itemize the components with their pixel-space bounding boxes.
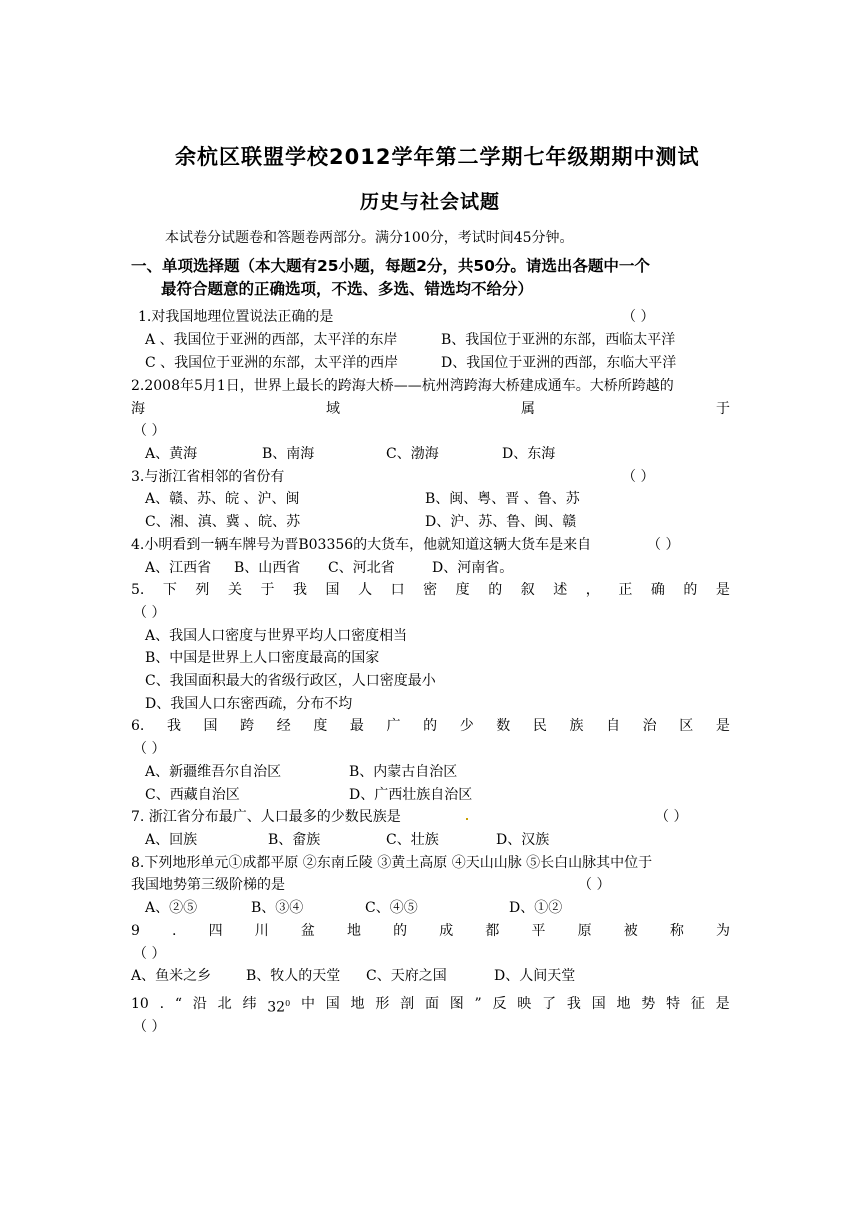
- stem-char: 被: [623, 923, 638, 939]
- stem-char: 国: [203, 718, 218, 734]
- question-2-option-c: C、渤海: [386, 446, 439, 462]
- stem-char: 区: [679, 718, 694, 734]
- stem-char: 是: [715, 718, 730, 734]
- question-3-option-a: A、赣、苏、皖 、沪、闽: [145, 491, 300, 507]
- stem-char: 纬: [242, 996, 257, 1012]
- stem-char: 列: [195, 582, 210, 598]
- stem-char: 称: [669, 923, 684, 939]
- stem-char: 民: [532, 718, 547, 734]
- question-8-option-d: D、①②: [509, 900, 563, 916]
- question-5-option-b: B、中国是世界上人口密度最高的国家: [145, 650, 380, 666]
- question-5-option-d: D、我国人口东密西疏，分布不均: [145, 696, 353, 712]
- question-7-option-c: C、壮族: [386, 832, 439, 848]
- question-7-option-a: A、回族: [145, 832, 198, 848]
- question-1-option-b: B、我国位于亚洲的东部，西临太平洋: [441, 332, 676, 348]
- stem-char: 于: [260, 582, 275, 598]
- stem-char: 特: [666, 996, 681, 1012]
- stem-char: 10: [131, 996, 149, 1012]
- stem-char: 川: [254, 923, 269, 939]
- stem-char: 治: [642, 718, 657, 734]
- stem-char: 形: [375, 996, 390, 1012]
- question-5-stem: [131, 580, 730, 600]
- stem-char: 图: [449, 996, 464, 1012]
- question-9-option-c: C、天府之国: [366, 968, 447, 984]
- page-title: 余杭区联盟学校2012学年第二学期七年级期期中测试: [175, 145, 700, 169]
- question-1-option-a: A 、我国位于亚洲的西部，太平洋的东岸: [145, 332, 398, 348]
- stem-char: 四: [208, 923, 223, 939]
- stem-char: 了: [542, 996, 557, 1012]
- stem-char: 确: [650, 582, 665, 598]
- stem-char: 6.: [131, 718, 145, 734]
- stem-char: 我: [566, 996, 581, 1012]
- stem-char: 地: [347, 923, 361, 939]
- question-5-option-c: C、我国面积最大的省级行政区，人口密度最小: [145, 673, 436, 689]
- stem-char: 正: [618, 582, 633, 598]
- question-2-option-a: A、黄海: [145, 446, 198, 462]
- stem-char: 最: [349, 718, 364, 734]
- question-4-option-c: C、河北省: [328, 560, 395, 576]
- stem-char: 原: [577, 923, 592, 939]
- question-5-option-a: A、我国人口密度与世界平均人口密度相当: [145, 628, 408, 644]
- answer-blank-8: （ ）: [578, 877, 611, 893]
- answer-blank-6: （ ）: [133, 741, 166, 757]
- stem-char: 关: [227, 582, 242, 598]
- stem-char: 国: [591, 996, 606, 1012]
- stem-char: 人: [358, 582, 373, 598]
- stem-char: 为: [716, 923, 730, 939]
- section-heading-line1: 一、单项选择题（本大题有25小题，每题2分，共50分。请选出各题中一个: [131, 257, 650, 275]
- stem-char: 的: [393, 923, 408, 939]
- question-6-option-d: D、广西壮族自治区: [349, 787, 473, 803]
- stem-char: 9: [131, 923, 140, 939]
- stem-char: 族: [569, 718, 584, 734]
- stem-char: 数: [496, 718, 511, 734]
- stem-char: 平: [531, 923, 546, 939]
- question-1-option-d: D、我国位于亚洲的西部，东临大平洋: [441, 355, 677, 371]
- question-6-option-c: C、西藏自治区: [145, 787, 240, 803]
- answer-blank-5: （ ）: [133, 605, 166, 621]
- stem-char: 征: [690, 996, 705, 1012]
- question-8-stem-line1: 8.下列地形单元①成都平原 ②东南丘陵 ③黄土高原 ④天山山脉 ⑤长白山脉其中位于: [131, 855, 653, 871]
- answer-blank-10: （ ）: [133, 1019, 166, 1035]
- stem-char: 5.: [131, 582, 145, 598]
- stem-char: 叙: [520, 582, 535, 598]
- stem-char: 的: [488, 582, 503, 598]
- stem-char: 映: [517, 996, 532, 1012]
- stem-char: 地: [350, 996, 365, 1012]
- answer-blank-9: （ ）: [133, 946, 166, 962]
- question-1-option-c: C 、我国位于亚洲的东部，太平洋的西岸: [145, 355, 399, 371]
- question-2-stem-cont: [131, 399, 730, 419]
- stem-char: 国: [325, 996, 340, 1012]
- stem-char: 面: [424, 996, 439, 1012]
- stem-char: 地: [616, 996, 631, 1012]
- stem-char: .: [172, 923, 177, 939]
- question-8-option-b: B、③④: [251, 900, 304, 916]
- stem-char: 跨: [240, 718, 255, 734]
- stem-char: 下: [162, 582, 177, 598]
- question-3-stem: 3.与浙江省相邻的省份有: [131, 469, 285, 485]
- question-8-stem-line2: 我国地势第三级阶梯的是: [131, 877, 285, 893]
- stem-char: 少: [459, 718, 474, 734]
- stem-char: 中: [300, 996, 315, 1012]
- question-6-option-a: A、新疆维吾尔自治区: [145, 764, 282, 780]
- question-3-option-b: B、闽、粤、晋 、鲁、苏: [425, 491, 580, 507]
- stem-char: 经: [276, 718, 291, 734]
- question-6-option-b: B、内蒙古自治区: [349, 764, 458, 780]
- stem-char: 口: [390, 582, 405, 598]
- question-4-stem: 4.小明看到一辆车牌号为晋B03356的大货车，他就知道这辆大货车是来自: [131, 537, 592, 553]
- question-7-option-d: D、汉族: [496, 832, 550, 848]
- question-2-option-d: D、东海: [502, 446, 556, 462]
- question-9-option-b: B、牧人的天堂: [246, 968, 341, 984]
- question-4-option-a: A、江西省: [145, 560, 212, 576]
- question-2-word: 域: [326, 401, 340, 417]
- stem-char: 我: [293, 582, 308, 598]
- exam-intro: 本试卷分试题卷和答题卷两部分。满分100分，考试时间45分钟。: [165, 230, 574, 246]
- stem-char: 述: [553, 582, 568, 598]
- question-4-option-b: B、山西省: [234, 560, 301, 576]
- stem-char: 自: [606, 718, 621, 734]
- stem-char: 度: [455, 582, 470, 598]
- stem-char-number: 32: [267, 999, 286, 1016]
- stem-char: [267, 994, 290, 1018]
- question-2-stem: 2.2008年5月1日，世界上最长的跨海大桥——杭州湾跨海大桥建成通车。大桥所跨越的: [131, 378, 674, 394]
- stem-char: ，: [585, 582, 600, 598]
- question-9-option-a: A、鱼米之乡: [131, 968, 212, 984]
- stem-char: 势: [641, 996, 656, 1012]
- stem-char: 广: [386, 718, 401, 734]
- stem-char: 密: [423, 582, 438, 598]
- page-subtitle: 历史与社会试题: [359, 191, 500, 213]
- question-8-option-c: C、④⑤: [365, 900, 418, 916]
- question-8-option-a: A、②⑤: [145, 900, 198, 916]
- stem-char: “: [174, 996, 183, 1012]
- answer-blank-1: （ ）: [622, 309, 655, 325]
- question-3-option-c: C、湘、滇、冀 、皖、苏: [145, 514, 301, 530]
- question-1-stem: 1.对我国地理位置说法正确的是: [138, 309, 334, 325]
- question-7-stem: 7. 浙江省分布最广、人口最多的少数民族是: [131, 809, 401, 825]
- stem-char: 沿: [192, 996, 207, 1012]
- stem-char: 盆: [300, 923, 315, 939]
- stem-char: 反: [492, 996, 507, 1012]
- stem-char: 是: [715, 582, 730, 598]
- stem-char: 度: [313, 718, 328, 734]
- stem-char: .: [159, 996, 165, 1012]
- question-10-stem: [131, 994, 730, 1018]
- question-2-word: 于: [716, 401, 730, 417]
- question-9-stem: [131, 921, 730, 941]
- answer-blank-2: （ ）: [133, 423, 166, 439]
- degree-mark: 0: [285, 999, 291, 1008]
- question-2-option-b: B、南海: [262, 446, 315, 462]
- stem-char: 国: [325, 582, 340, 598]
- stem-char: 的: [423, 718, 438, 734]
- question-2-word: 属: [521, 401, 535, 417]
- question-3-option-d: D、沪、苏、鲁、闽、赣: [425, 514, 577, 530]
- stem-char: 成: [439, 923, 454, 939]
- answer-blank-3: （ ）: [622, 469, 655, 485]
- stem-char: 是: [715, 996, 730, 1012]
- answer-blank-7: （ ）: [655, 809, 688, 825]
- question-2-word: 海: [131, 401, 145, 417]
- stem-char: ”: [474, 996, 482, 1012]
- stem-char: 都: [485, 923, 500, 939]
- stem-char: 北: [217, 996, 232, 1012]
- section-heading-line2: 最符合题意的正确选项，不选、多选、错选均不给分）: [161, 280, 534, 298]
- question-4-option-d: D、河南省。: [432, 560, 514, 576]
- question-9-option-d: D、人间天堂: [494, 968, 576, 984]
- stem-char: 剖: [400, 996, 415, 1012]
- stem-char: 的: [683, 582, 698, 598]
- stem-char: 我: [166, 718, 181, 734]
- answer-blank-4: （ ）: [647, 537, 680, 553]
- question-6-stem: [131, 716, 730, 736]
- question-7-option-b: B、畲族: [268, 832, 321, 848]
- stray-mark: [466, 818, 468, 820]
